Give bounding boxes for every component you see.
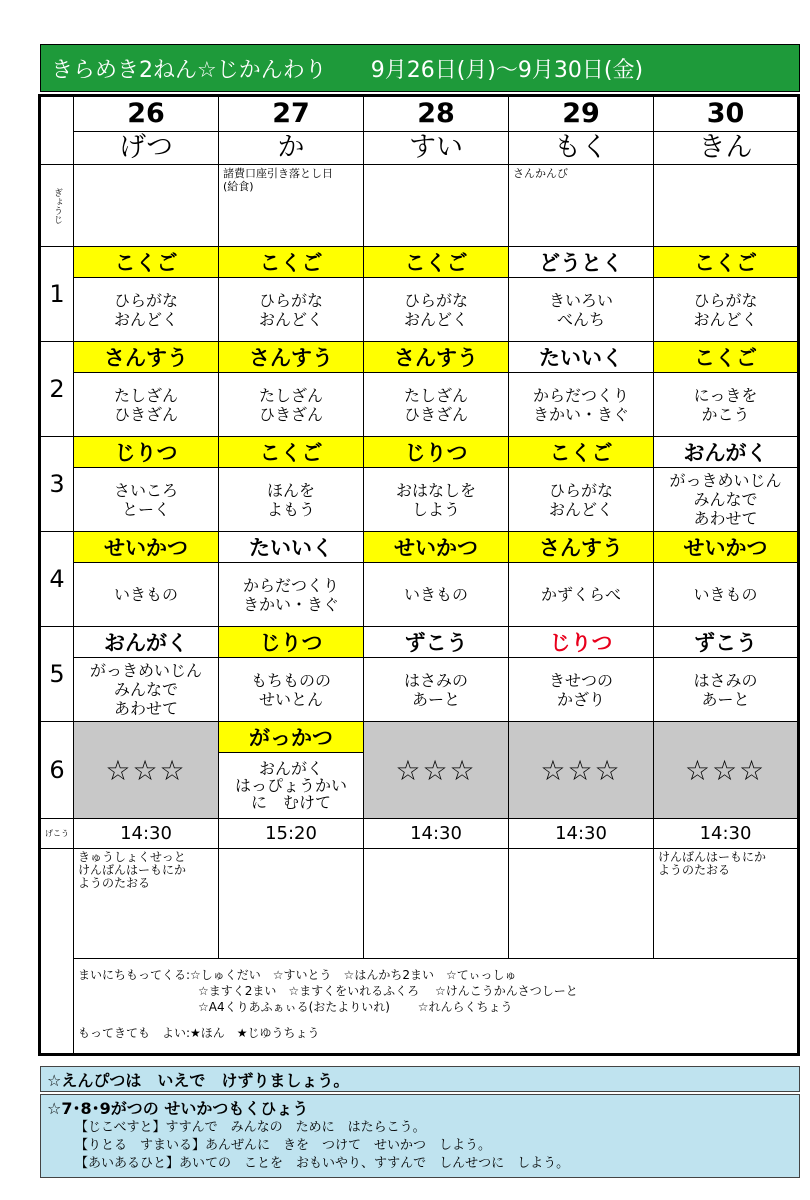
lesson-content: きいろい べんち — [509, 278, 654, 342]
subject-cell: こくご — [74, 247, 219, 278]
subject-cell: おんがく — [654, 437, 799, 468]
life-goal-item: 【あいあるひと】あいての ことを おもいやり、すすんで しんせつに しよう。 — [75, 1156, 570, 1171]
lesson-content: さいころ とーく — [74, 468, 219, 532]
subject-cell: せいかつ — [74, 532, 219, 563]
lesson-content: はさみの あーと — [654, 658, 799, 722]
lesson-content: からだつくり きかい・きぐ — [509, 373, 654, 437]
daily-items-line: まいにちもってくる:☆しゅくだい ☆すいとう ☆はんかち2まい ☆てぃっしゅ — [78, 968, 517, 982]
lesson-content: がっきめいじん みんなで あわせて — [654, 468, 799, 532]
event-cell: さんかんび — [509, 165, 654, 247]
subject-cell: じりつ — [364, 437, 509, 468]
subject-cell: どうとく — [509, 247, 654, 278]
period-label: 3 — [40, 437, 74, 532]
dismissal-time: 14:30 — [654, 819, 799, 849]
daily-items-line: ☆ますく2まい ☆ますくをいれるふくろ ☆けんこうかんさつしーと — [78, 984, 578, 998]
life-goals-box — [40, 1094, 800, 1178]
lesson-content: おんがく はっぴょうかい に むけて — [219, 753, 364, 819]
items-note: けんばんはーもにか ようのたおる — [654, 849, 799, 959]
subject-cell: ずこう — [654, 627, 799, 658]
stars-cell: ☆☆☆ — [74, 722, 219, 819]
lesson-content: おはなしを しよう — [364, 468, 509, 532]
subject-cell: こくご — [654, 342, 799, 373]
dismissal-time: 14:30 — [364, 819, 509, 849]
belongings-list — [74, 959, 799, 1055]
day-name: か — [219, 132, 364, 165]
pencil-note: ☆えんぴつは いえで けずりましょう。 — [40, 1066, 800, 1092]
items-note — [219, 849, 364, 959]
life-goal-item: 【りとる すまいる】あんぜんに きを つけて せいかつ しよう。 — [75, 1138, 492, 1153]
dismissal-time: 14:30 — [509, 819, 654, 849]
lesson-content: にっきを かこう — [654, 373, 799, 437]
lesson-content: かずくらべ — [509, 563, 654, 627]
lesson-content: はさみの あーと — [364, 658, 509, 722]
stars-cell: ☆☆☆ — [509, 722, 654, 819]
subject-cell: せいかつ — [654, 532, 799, 563]
lesson-content: ひらがな おんどく — [654, 278, 799, 342]
subject-cell: たいいく — [509, 342, 654, 373]
day-name: もく — [509, 132, 654, 165]
subject-cell: こくご — [219, 437, 364, 468]
items-note — [364, 849, 509, 959]
period-label: 2 — [40, 342, 74, 437]
lesson-content: いきもの — [74, 563, 219, 627]
stars-cell: ☆☆☆ — [364, 722, 509, 819]
period-label: 5 — [40, 627, 74, 722]
lesson-content: ひらがな おんどく — [509, 468, 654, 532]
lesson-content: きせつの かざり — [509, 658, 654, 722]
event-cell: 諸費口座引き落とし日 (給食) — [219, 165, 364, 247]
items-note: きゅうしょくせっと けんばんはーもにか ようのたおる — [74, 849, 219, 959]
lesson-content: ほんを よもう — [219, 468, 364, 532]
title-banner — [40, 44, 800, 92]
lesson-content: からだつくり きかい・きぐ — [219, 563, 364, 627]
date-number: 30 — [654, 96, 799, 132]
subject-cell: じりつ — [509, 627, 654, 658]
lesson-content: たしざん ひきざん — [74, 373, 219, 437]
subject-cell: ずこう — [364, 627, 509, 658]
subject-cell: がっかつ — [219, 722, 364, 753]
life-goal-item: 【じこべすと】すすんで みんなの ために はたらこう。 — [75, 1120, 426, 1135]
optional-items-line: もってきても よい:★ほん ★じゆうちょう — [78, 1026, 320, 1040]
date-number: 28 — [364, 96, 509, 132]
event-label-text: ぎょうじ — [52, 187, 62, 224]
daily-items-line: ☆A4くりあふぁぃる(おたよりいれ) ☆れんらくちょう — [78, 1000, 513, 1014]
lesson-content: いきもの — [654, 563, 799, 627]
day-name: きん — [654, 132, 799, 165]
subject-cell: さんすう — [364, 342, 509, 373]
corner-cell — [40, 96, 74, 165]
date-number: 27 — [219, 96, 364, 132]
lesson-content: がっきめいじん みんなで あわせて — [74, 658, 219, 722]
banner-title: きらめき2ねん☆じかんわり — [51, 57, 327, 83]
date-number: 29 — [509, 96, 654, 132]
items-note — [509, 849, 654, 959]
subject-cell: おんがく — [74, 627, 219, 658]
day-name: すい — [364, 132, 509, 165]
event-cell — [654, 165, 799, 247]
subject-cell: じりつ — [219, 627, 364, 658]
subject-cell: さんすう — [74, 342, 219, 373]
subject-cell: さんすう — [509, 532, 654, 563]
lesson-content: ひらがな おんどく — [364, 278, 509, 342]
subject-cell: たいいく — [219, 532, 364, 563]
subject-cell: こくご — [364, 247, 509, 278]
dismissal-time: 14:30 — [74, 819, 219, 849]
subject-cell: じりつ — [74, 437, 219, 468]
stars-cell: ☆☆☆ — [654, 722, 799, 819]
subject-cell: こくご — [219, 247, 364, 278]
event-cell — [74, 165, 219, 247]
banner-date-range: 9月26日(月)～9月30日(金) — [370, 57, 644, 83]
lesson-content: ひらがな おんどく — [219, 278, 364, 342]
day-name: げつ — [74, 132, 219, 165]
period-label: 4 — [40, 532, 74, 627]
lesson-content: たしざん ひきざん — [219, 373, 364, 437]
subject-cell: こくご — [509, 437, 654, 468]
subject-cell: さんすう — [219, 342, 364, 373]
lesson-content: もちものの せいとん — [219, 658, 364, 722]
timetable — [38, 94, 800, 1056]
event-row-label — [40, 165, 74, 247]
notes-label-cell — [40, 849, 74, 1055]
lesson-content: ひらがな おんどく — [74, 278, 219, 342]
period-label: 1 — [40, 247, 74, 342]
lesson-content: いきもの — [364, 563, 509, 627]
dismissal-time: 15:20 — [219, 819, 364, 849]
subject-cell: せいかつ — [364, 532, 509, 563]
period-label: 6 — [40, 722, 74, 819]
date-number: 26 — [74, 96, 219, 132]
life-goals-title: ☆7･8･9がつの せいかつもくひょう — [47, 1099, 309, 1118]
lesson-content: たしざん ひきざん — [364, 373, 509, 437]
dismissal-label: げこう — [40, 819, 74, 849]
subject-cell: こくご — [654, 247, 799, 278]
event-cell — [364, 165, 509, 247]
